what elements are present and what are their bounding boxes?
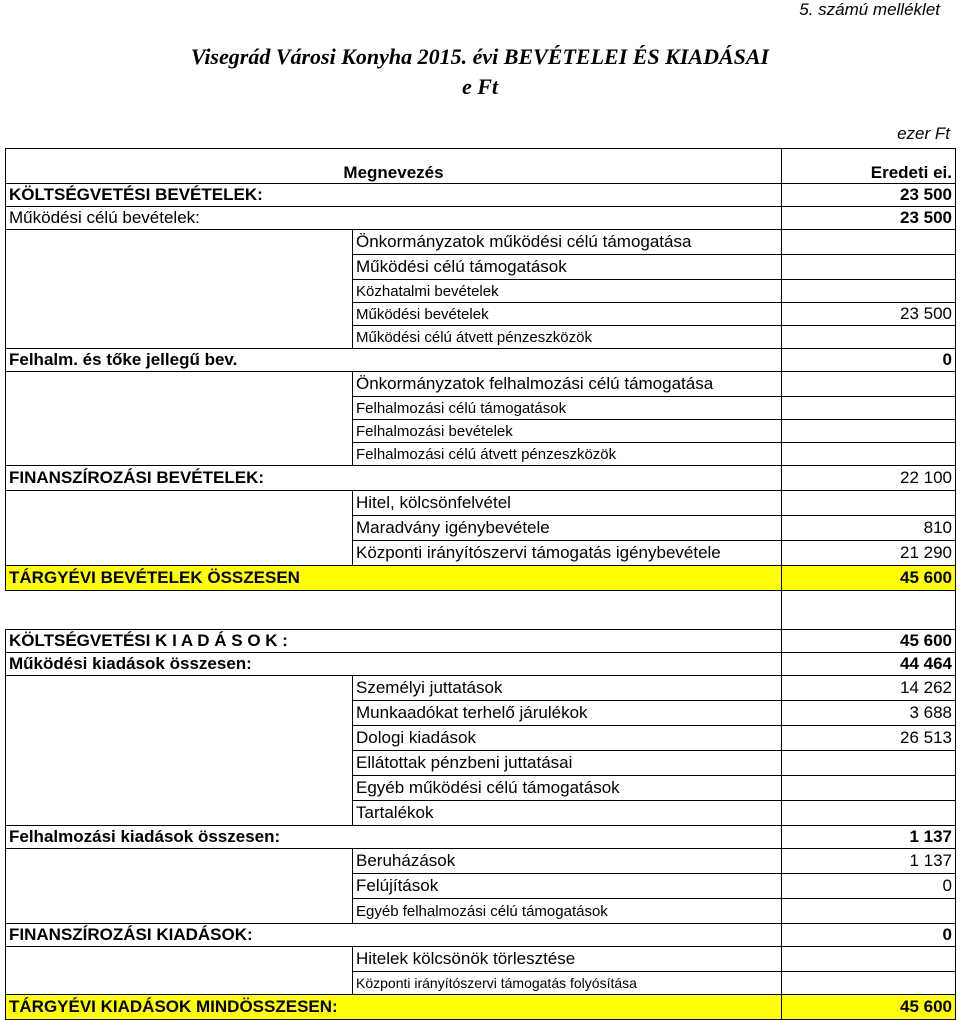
table-row — [6, 349, 956, 372]
row-value: 1 137 — [782, 849, 956, 874]
row-label: Működési célú bevételek: — [6, 207, 782, 230]
indent-cell — [6, 230, 353, 349]
row-label: Működési célú átvett pénzeszközök — [353, 326, 782, 349]
row-label: Egyéb működési célú támogatások — [353, 776, 782, 801]
document-title-unit: e Ft — [461, 74, 499, 99]
row-value: 3 688 — [782, 701, 956, 726]
table-header-row — [6, 149, 956, 184]
row-label: Felhalmozási célú támogatások — [353, 397, 782, 420]
row-label: Személyi juttatások — [353, 676, 782, 701]
row-value: 23 500 — [782, 207, 956, 230]
row-label: Központi irányítószervi támogatás folyósítása — [353, 972, 782, 995]
table-row — [6, 230, 956, 255]
table-row — [6, 466, 956, 491]
row-value — [782, 420, 956, 443]
row-label: Beruházások — [353, 849, 782, 874]
row-label: Egyéb felhalmozási célú támogatások — [353, 899, 782, 924]
row-value — [782, 443, 956, 466]
row-value: 45 600 — [782, 995, 956, 1020]
table-row — [6, 207, 956, 230]
row-value: 1 137 — [782, 826, 956, 849]
row-value — [782, 751, 956, 776]
row-value: 45 600 — [782, 566, 956, 591]
row-label: Önkormányzatok működési célú támogatása — [353, 230, 782, 255]
row-label: TÁRGYÉVI BEVÉTELEK ÖSSZESEN — [6, 566, 782, 591]
row-value — [782, 776, 956, 801]
row-value: 21 290 — [782, 541, 956, 566]
table-row — [6, 947, 956, 972]
row-value: 22 100 — [782, 466, 956, 491]
row-value: 26 513 — [782, 726, 956, 751]
row-value: 23 500 — [782, 184, 956, 207]
row-label: FINANSZÍROZÁSI KIADÁSOK: — [6, 924, 782, 947]
revenue-grand-total-row — [6, 566, 956, 591]
row-label: Központi irányítószervi támogatás igénybevétele — [353, 541, 782, 566]
row-value: 44 464 — [782, 653, 956, 676]
row-label: Működési bevételek — [353, 303, 782, 326]
row-label: Tartalékok — [353, 801, 782, 826]
row-label: KÖLTSÉGVETÉSI BEVÉTELEK: — [6, 184, 782, 207]
row-value: 0 — [782, 349, 956, 372]
header-value: Eredeti ei. — [782, 149, 956, 184]
row-label: Működési célú támogatások — [353, 255, 782, 280]
row-value — [782, 947, 956, 972]
row-value — [782, 372, 956, 397]
row-label: Dologi kiadások — [353, 726, 782, 751]
row-value: 0 — [782, 874, 956, 899]
row-label: Munkaadókat terhelő járulékok — [353, 701, 782, 726]
indent-cell — [6, 676, 353, 826]
row-value — [782, 230, 956, 255]
row-label: TÁRGYÉVI KIADÁSOK MINDÖSSZESEN: — [6, 995, 782, 1020]
indent-cell — [6, 947, 353, 995]
row-label: Felhalmozási bevételek — [353, 420, 782, 443]
row-label: Működési kiadások összesen: — [6, 653, 782, 676]
row-label: Maradvány igénybevétele — [353, 516, 782, 541]
table-row — [6, 826, 956, 849]
row-value — [782, 491, 956, 516]
row-value — [782, 280, 956, 303]
row-label: FINANSZÍROZÁSI BEVÉTELEK: — [6, 466, 782, 491]
annex-label: 5. számú melléklet — [799, 0, 940, 19]
table-row — [6, 184, 956, 207]
row-label: Hitelek kölcsönök törlesztése — [353, 947, 782, 972]
table-row — [6, 676, 956, 701]
row-value: 14 262 — [782, 676, 956, 701]
indent-cell — [6, 849, 353, 924]
table-row — [6, 653, 956, 676]
row-label: Ellátottak pénzbeni juttatásai — [353, 751, 782, 776]
row-value — [782, 326, 956, 349]
row-label: Felújítások — [353, 874, 782, 899]
header-name: Megnevezés — [6, 149, 782, 184]
expenditure-grand-total-row — [6, 995, 956, 1020]
row-label: Önkormányzatok felhalmozási célú támogatása — [353, 372, 782, 397]
row-value: 0 — [782, 924, 956, 947]
row-value — [782, 801, 956, 826]
row-label: Felhalmozási kiadások összesen: — [6, 826, 782, 849]
row-value: 810 — [782, 516, 956, 541]
row-label: Felhalmozási célú átvett pénzeszközök — [353, 443, 782, 466]
table-row — [6, 630, 956, 653]
row-label: Felhalm. és tőke jellegű bev. — [6, 349, 782, 372]
document-title: Visegrád Városi Konyha 2015. évi BEVÉTELEI ÉS KIADÁSAI — [190, 44, 770, 69]
row-label: Közhatalmi bevételek — [353, 280, 782, 303]
budget-table — [5, 148, 956, 1020]
indent-cell — [6, 491, 353, 566]
row-value: 45 600 — [782, 630, 956, 653]
table-row — [6, 491, 956, 516]
row-label: Hitel, kölcsönfelvétel — [353, 491, 782, 516]
table-row — [6, 924, 956, 947]
spacer-row — [6, 591, 956, 630]
row-value — [782, 899, 956, 924]
indent-cell — [6, 372, 353, 466]
spacer-cell — [782, 591, 956, 630]
table-row — [6, 372, 956, 397]
row-value — [782, 397, 956, 420]
row-value: 23 500 — [782, 303, 956, 326]
row-value — [782, 972, 956, 995]
row-label: KÖLTSÉGVETÉSI K I A D Á S O K : — [6, 630, 782, 653]
row-value — [782, 255, 956, 280]
unit-label: ezer Ft — [897, 124, 950, 143]
table-row — [6, 849, 956, 874]
